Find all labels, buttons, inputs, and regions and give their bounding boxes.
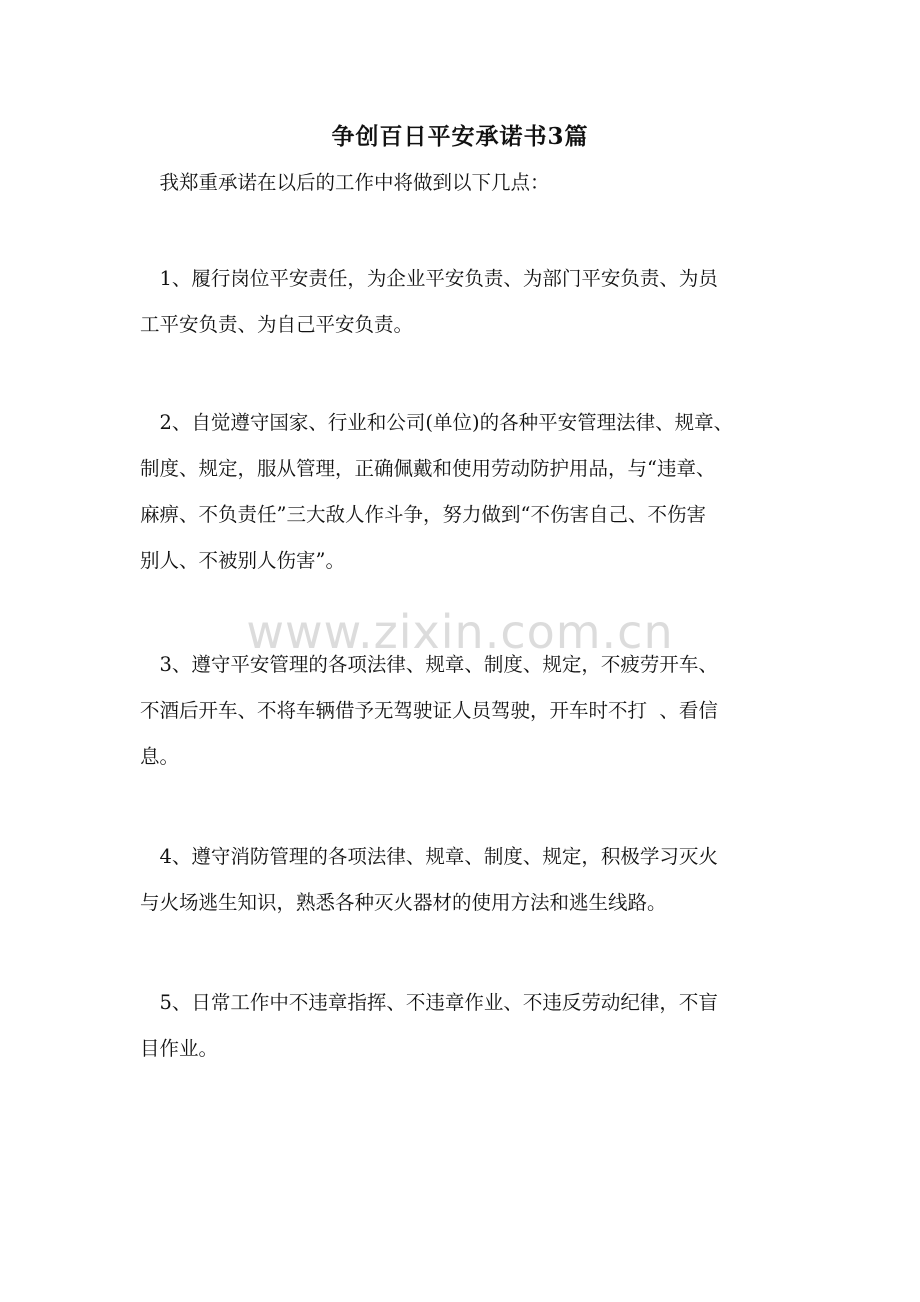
list-item-2	[140, 400, 796, 584]
list-item-4	[140, 834, 796, 926]
list-item-3	[140, 642, 796, 780]
item-2-rest: 制度、规定，服从管理，正确佩戴和使用劳动防护用品，与“违章、 麻痹、不负责任”三大敌人作斗争，努力做到“不伤害自己、不伤害 别人、不被别人伤害”。	[140, 457, 716, 572]
item-5-rest: 目作业。	[140, 1037, 219, 1060]
item-3-rest: 不酒后开车、不将车辆借予无驾驶证人员驾驶，开车时不打 、看信 息。	[140, 699, 718, 768]
item-2-first-line: 2、自觉遵守国家、行业和公司(单位)的各种平安管理法律、规章、	[159, 411, 734, 434]
list-item-1	[140, 256, 796, 348]
item-3-first-line: 3、遵守平安管理的各项法律、规章、制度、规定，不疲劳开车、	[159, 653, 718, 676]
watermark: www.zixin.com.cn	[246, 605, 674, 659]
item-4-rest: 与火场逃生知识，熟悉各种灭火器材的使用方法和逃生线路。	[140, 891, 667, 914]
intro-text: 我郑重承诺在以后的工作中将做到以下几点：	[159, 171, 550, 194]
item-1-rest: 工平安负责、为自己平安负责。	[140, 313, 414, 336]
item-1-first-line: 1、履行岗位平安责任，为企业平安负责、为部门平安负责、为员	[159, 267, 718, 290]
item-5-first-line: 5、日常工作中不违章指挥、不违章作业、不违反劳动纪律，不盲	[159, 991, 718, 1014]
document-title: 争创百日平安承诺书3篇	[331, 123, 589, 150]
item-4-first-line: 4、遵守消防管理的各项法律、规章、制度、规定，积极学习灭火	[159, 845, 718, 868]
list-item-5	[140, 980, 796, 1072]
intro-paragraph	[140, 160, 796, 206]
